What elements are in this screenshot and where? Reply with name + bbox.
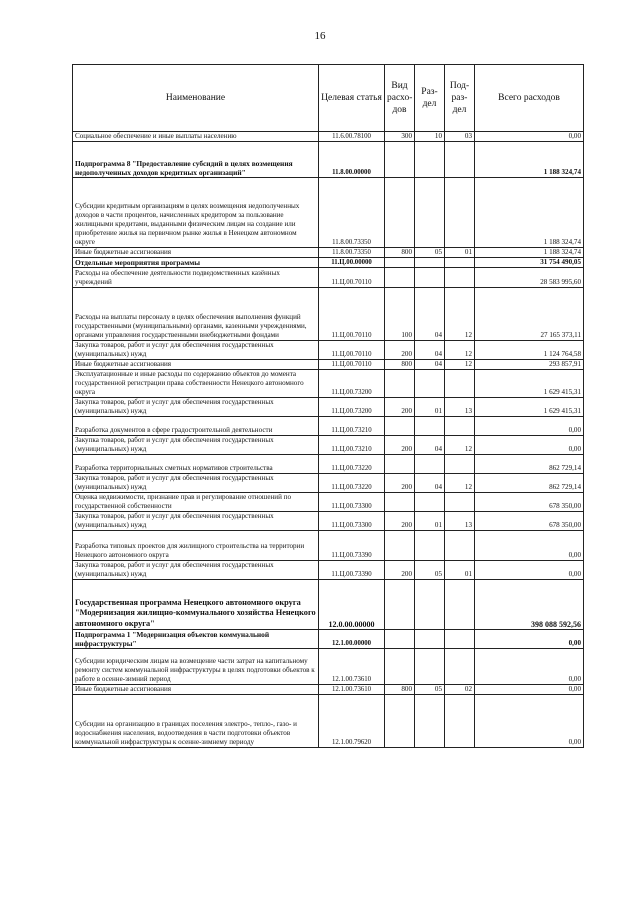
cell-total: 678 350,00 — [475, 512, 584, 531]
cell-target: 11.Ц.00.73210 — [319, 436, 385, 455]
cell-expense-type — [385, 178, 415, 248]
cell-target: 11.Ц.00.70110 — [319, 288, 385, 341]
table-row — [73, 360, 584, 370]
cell-name: Субсидии на организацию в границах поселения электро-, тепло-, газо- и водоснабжения населения, водоотведения в части подготовки объектов коммунальной инфраструктуры к осенне-зимнему периоду — [73, 695, 319, 748]
cell-section — [415, 630, 445, 649]
cell-total: 1 188 324,74 — [475, 248, 584, 258]
cell-subsection — [445, 493, 475, 512]
cell-subsection — [445, 258, 475, 268]
cell-total: 0,00 — [475, 417, 584, 436]
budget-table — [72, 64, 584, 748]
cell-name: Разработка документов в сфере градостроительной деятельности — [73, 417, 319, 436]
cell-section: 04 — [415, 436, 445, 455]
cell-expense-type: 300 — [385, 132, 415, 142]
table-row — [73, 493, 584, 512]
table-row — [73, 561, 584, 580]
table-row — [73, 512, 584, 531]
cell-subsection: 01 — [445, 561, 475, 580]
cell-target: 11.Ц.00.00000 — [319, 258, 385, 268]
cell-target: 11.Ц.00.73200 — [319, 370, 385, 398]
cell-section: 05 — [415, 685, 445, 695]
cell-target: 11.8.00.00000 — [319, 142, 385, 178]
cell-subsection: 02 — [445, 685, 475, 695]
cell-expense-type: 800 — [385, 360, 415, 370]
cell-target: 11.Ц.00.73210 — [319, 417, 385, 436]
cell-expense-type — [385, 493, 415, 512]
cell-subsection — [445, 268, 475, 288]
header-name: Наименование — [73, 65, 319, 132]
table-row — [73, 178, 584, 248]
cell-target: 11.Ц.00.73220 — [319, 474, 385, 493]
cell-section: 04 — [415, 288, 445, 341]
cell-subsection: 03 — [445, 132, 475, 142]
cell-expense-type — [385, 142, 415, 178]
cell-target: 12.1.00.00000 — [319, 630, 385, 649]
cell-section — [415, 580, 445, 630]
cell-target: 11.Ц.00.73390 — [319, 531, 385, 561]
cell-subsection — [445, 649, 475, 685]
cell-expense-type: 800 — [385, 248, 415, 258]
cell-section — [415, 695, 445, 748]
cell-expense-type — [385, 649, 415, 685]
cell-total: 0,00 — [475, 132, 584, 142]
cell-name: Подпрограмма 8 "Предоставление субсидий в целях возмещения недополученных доходов кредитных организаций" — [73, 142, 319, 178]
table-row — [73, 370, 584, 398]
table-row — [73, 630, 584, 649]
cell-section — [415, 142, 445, 178]
cell-expense-type: 200 — [385, 474, 415, 493]
cell-total: 0,00 — [475, 436, 584, 455]
table-row — [73, 142, 584, 178]
cell-target: 11.Ц.00.73390 — [319, 561, 385, 580]
cell-name: Закупка товаров, работ и услуг для обеспечения государственных (муниципальных) нужд — [73, 561, 319, 580]
cell-name: Закупка товаров, работ и услуг для обеспечения государственных (муниципальных) нужд — [73, 512, 319, 531]
cell-name: Государственная программа Ненецкого автономного округа "Модернизация жилищно-коммунального хозяйства Ненецкого автономного округа" — [73, 580, 319, 630]
table-row — [73, 580, 584, 630]
cell-name: Иные бюджетные ассигнования — [73, 248, 319, 258]
cell-expense-type — [385, 580, 415, 630]
cell-name: Расходы на обеспечение деятельности подведомственных казённых учреждений — [73, 268, 319, 288]
table-row — [73, 474, 584, 493]
cell-name: Подпрограмма 1 "Модернизация объектов коммунальной инфраструктуры" — [73, 630, 319, 649]
cell-section: 04 — [415, 360, 445, 370]
cell-section — [415, 258, 445, 268]
cell-name: Закупка товаров, работ и услуг для обеспечения государственных (муниципальных) нужд — [73, 474, 319, 493]
cell-target: 11.Ц.00.73200 — [319, 398, 385, 417]
cell-expense-type: 200 — [385, 561, 415, 580]
cell-expense-type — [385, 630, 415, 649]
cell-section: 01 — [415, 398, 445, 417]
cell-expense-type: 200 — [385, 436, 415, 455]
cell-expense-type: 200 — [385, 341, 415, 360]
cell-target: 11.Ц.00.70110 — [319, 360, 385, 370]
cell-total: 0,00 — [475, 695, 584, 748]
cell-subsection: 12 — [445, 341, 475, 360]
cell-name: Закупка товаров, работ и услуг для обеспечения государственных (муниципальных) нужд — [73, 436, 319, 455]
cell-section — [415, 531, 445, 561]
table-row — [73, 649, 584, 685]
cell-expense-type: 200 — [385, 398, 415, 417]
cell-target: 11.Ц.00.73300 — [319, 512, 385, 531]
cell-expense-type — [385, 417, 415, 436]
cell-subsection: 12 — [445, 474, 475, 493]
table-row — [73, 258, 584, 268]
header-section: Раз-дел — [415, 65, 445, 132]
cell-expense-type: 800 — [385, 685, 415, 695]
cell-target: 12.1.00.79620 — [319, 695, 385, 748]
table-row — [73, 455, 584, 474]
cell-name: Субсидии юридическим лицам на возмещение части затрат на капитальному ремонту систем коммунальной инфраструктуры в целях подготовки объектов к работе в осенне-зимний период — [73, 649, 319, 685]
cell-section: 05 — [415, 248, 445, 258]
cell-subsection: 01 — [445, 248, 475, 258]
table-row — [73, 398, 584, 417]
cell-expense-type — [385, 370, 415, 398]
cell-section — [415, 649, 445, 685]
cell-expense-type — [385, 258, 415, 268]
cell-expense-type: 200 — [385, 512, 415, 531]
cell-total: 0,00 — [475, 685, 584, 695]
header-expense-type: Вид расхо-дов — [385, 65, 415, 132]
cell-expense-type — [385, 695, 415, 748]
page-number: 16 — [314, 30, 326, 42]
cell-subsection — [445, 630, 475, 649]
cell-total: 0,00 — [475, 531, 584, 561]
cell-section: 01 — [415, 512, 445, 531]
cell-total: 862 729,14 — [475, 474, 584, 493]
header-subsection: Под-раз-дел — [445, 65, 475, 132]
table-header-row — [73, 65, 584, 132]
cell-expense-type — [385, 268, 415, 288]
table-row — [73, 268, 584, 288]
cell-total: 398 088 592,56 — [475, 580, 584, 630]
cell-name: Закупка товаров, работ и услуг для обеспечения государственных (муниципальных) нужд — [73, 341, 319, 360]
cell-section — [415, 417, 445, 436]
cell-section — [415, 268, 445, 288]
table-row — [73, 248, 584, 258]
cell-subsection: 12 — [445, 288, 475, 341]
header-total: Всего расходов — [475, 65, 584, 132]
cell-section — [415, 370, 445, 398]
cell-total: 31 754 490,05 — [475, 258, 584, 268]
cell-name: Субсидии кредитным организациям в целях возмещения недополученных доходов в части процентов, начисленных кредитором за пользование жилищными кредитами, выданными физическим лицам на создание или приобретение жилья на первичном рынке жилья в Ненецком автономном округе — [73, 178, 319, 248]
table-row — [73, 417, 584, 436]
cell-expense-type — [385, 455, 415, 474]
table-row — [73, 436, 584, 455]
cell-name: Отдельные мероприятия программы — [73, 258, 319, 268]
cell-subsection — [445, 178, 475, 248]
cell-target: 12.0.00.00000 — [319, 580, 385, 630]
cell-expense-type: 100 — [385, 288, 415, 341]
cell-target: 11.Ц.00.70110 — [319, 341, 385, 360]
cell-name: Иные бюджетные ассигнования — [73, 685, 319, 695]
cell-subsection — [445, 531, 475, 561]
cell-total: 0,00 — [475, 630, 584, 649]
cell-subsection — [445, 370, 475, 398]
cell-name: Закупка товаров, работ и услуг для обеспечения государственных (муниципальных) нужд — [73, 398, 319, 417]
cell-subsection — [445, 142, 475, 178]
cell-section — [415, 455, 445, 474]
cell-target: 11.6.00.78100 — [319, 132, 385, 142]
cell-total: 1 124 764,58 — [475, 341, 584, 360]
cell-total: 1 629 415,31 — [475, 398, 584, 417]
cell-section — [415, 493, 445, 512]
cell-total: 1 188 324,74 — [475, 178, 584, 248]
cell-target: 11.Ц.00.70110 — [319, 268, 385, 288]
cell-target: 11.8.00.73350 — [319, 248, 385, 258]
table-row — [73, 695, 584, 748]
cell-section: 04 — [415, 341, 445, 360]
cell-total: 1 629 415,31 — [475, 370, 584, 398]
table-row — [73, 132, 584, 142]
cell-total: 678 350,00 — [475, 493, 584, 512]
cell-total: 0,00 — [475, 649, 584, 685]
cell-name: Расходы на выплаты персоналу в целях обеспечения выполнения функций государственными (муниципальными) органами, казенными учреждениями, органами управления государственными внебюджетными фондами — [73, 288, 319, 341]
cell-subsection — [445, 695, 475, 748]
cell-subsection: 12 — [445, 436, 475, 455]
header-target: Целевая статья — [319, 65, 385, 132]
table-row — [73, 341, 584, 360]
cell-target: 11.Ц.00.73220 — [319, 455, 385, 474]
cell-subsection — [445, 417, 475, 436]
cell-name: Иные бюджетные ассигнования — [73, 360, 319, 370]
cell-total: 27 165 373,11 — [475, 288, 584, 341]
cell-subsection: 12 — [445, 360, 475, 370]
cell-section: 10 — [415, 132, 445, 142]
cell-subsection — [445, 455, 475, 474]
table-row — [73, 685, 584, 695]
cell-name: Разработка территориальных сметных нормативов строительства — [73, 455, 319, 474]
cell-name: Оценка недвижимости, признание прав и регулирование отношений по государственной собственности — [73, 493, 319, 512]
table-row — [73, 531, 584, 561]
table-row — [73, 288, 584, 341]
cell-section: 05 — [415, 561, 445, 580]
cell-target: 12.1.00.73610 — [319, 685, 385, 695]
cell-total: 293 857,91 — [475, 360, 584, 370]
cell-expense-type — [385, 531, 415, 561]
cell-target: 11.8.00.73350 — [319, 178, 385, 248]
cell-name: Эксплуатационные и иные расходы по содержанию объектов до момента государственной регистрации права собственности Ненецкого автономного округа — [73, 370, 319, 398]
cell-section: 04 — [415, 474, 445, 493]
cell-subsection: 13 — [445, 398, 475, 417]
cell-total: 1 188 324,74 — [475, 142, 584, 178]
cell-section — [415, 178, 445, 248]
cell-target: 11.Ц.00.73300 — [319, 493, 385, 512]
cell-total: 28 583 995,60 — [475, 268, 584, 288]
cell-target: 12.1.00.73610 — [319, 649, 385, 685]
cell-subsection: 13 — [445, 512, 475, 531]
cell-name: Социальное обеспечение и иные выплаты населению — [73, 132, 319, 142]
cell-name: Разработка типовых проектов для жилищного строительства на территории Ненецкого автономного округа — [73, 531, 319, 561]
cell-subsection — [445, 580, 475, 630]
cell-total: 862 729,14 — [475, 455, 584, 474]
cell-total: 0,00 — [475, 561, 584, 580]
